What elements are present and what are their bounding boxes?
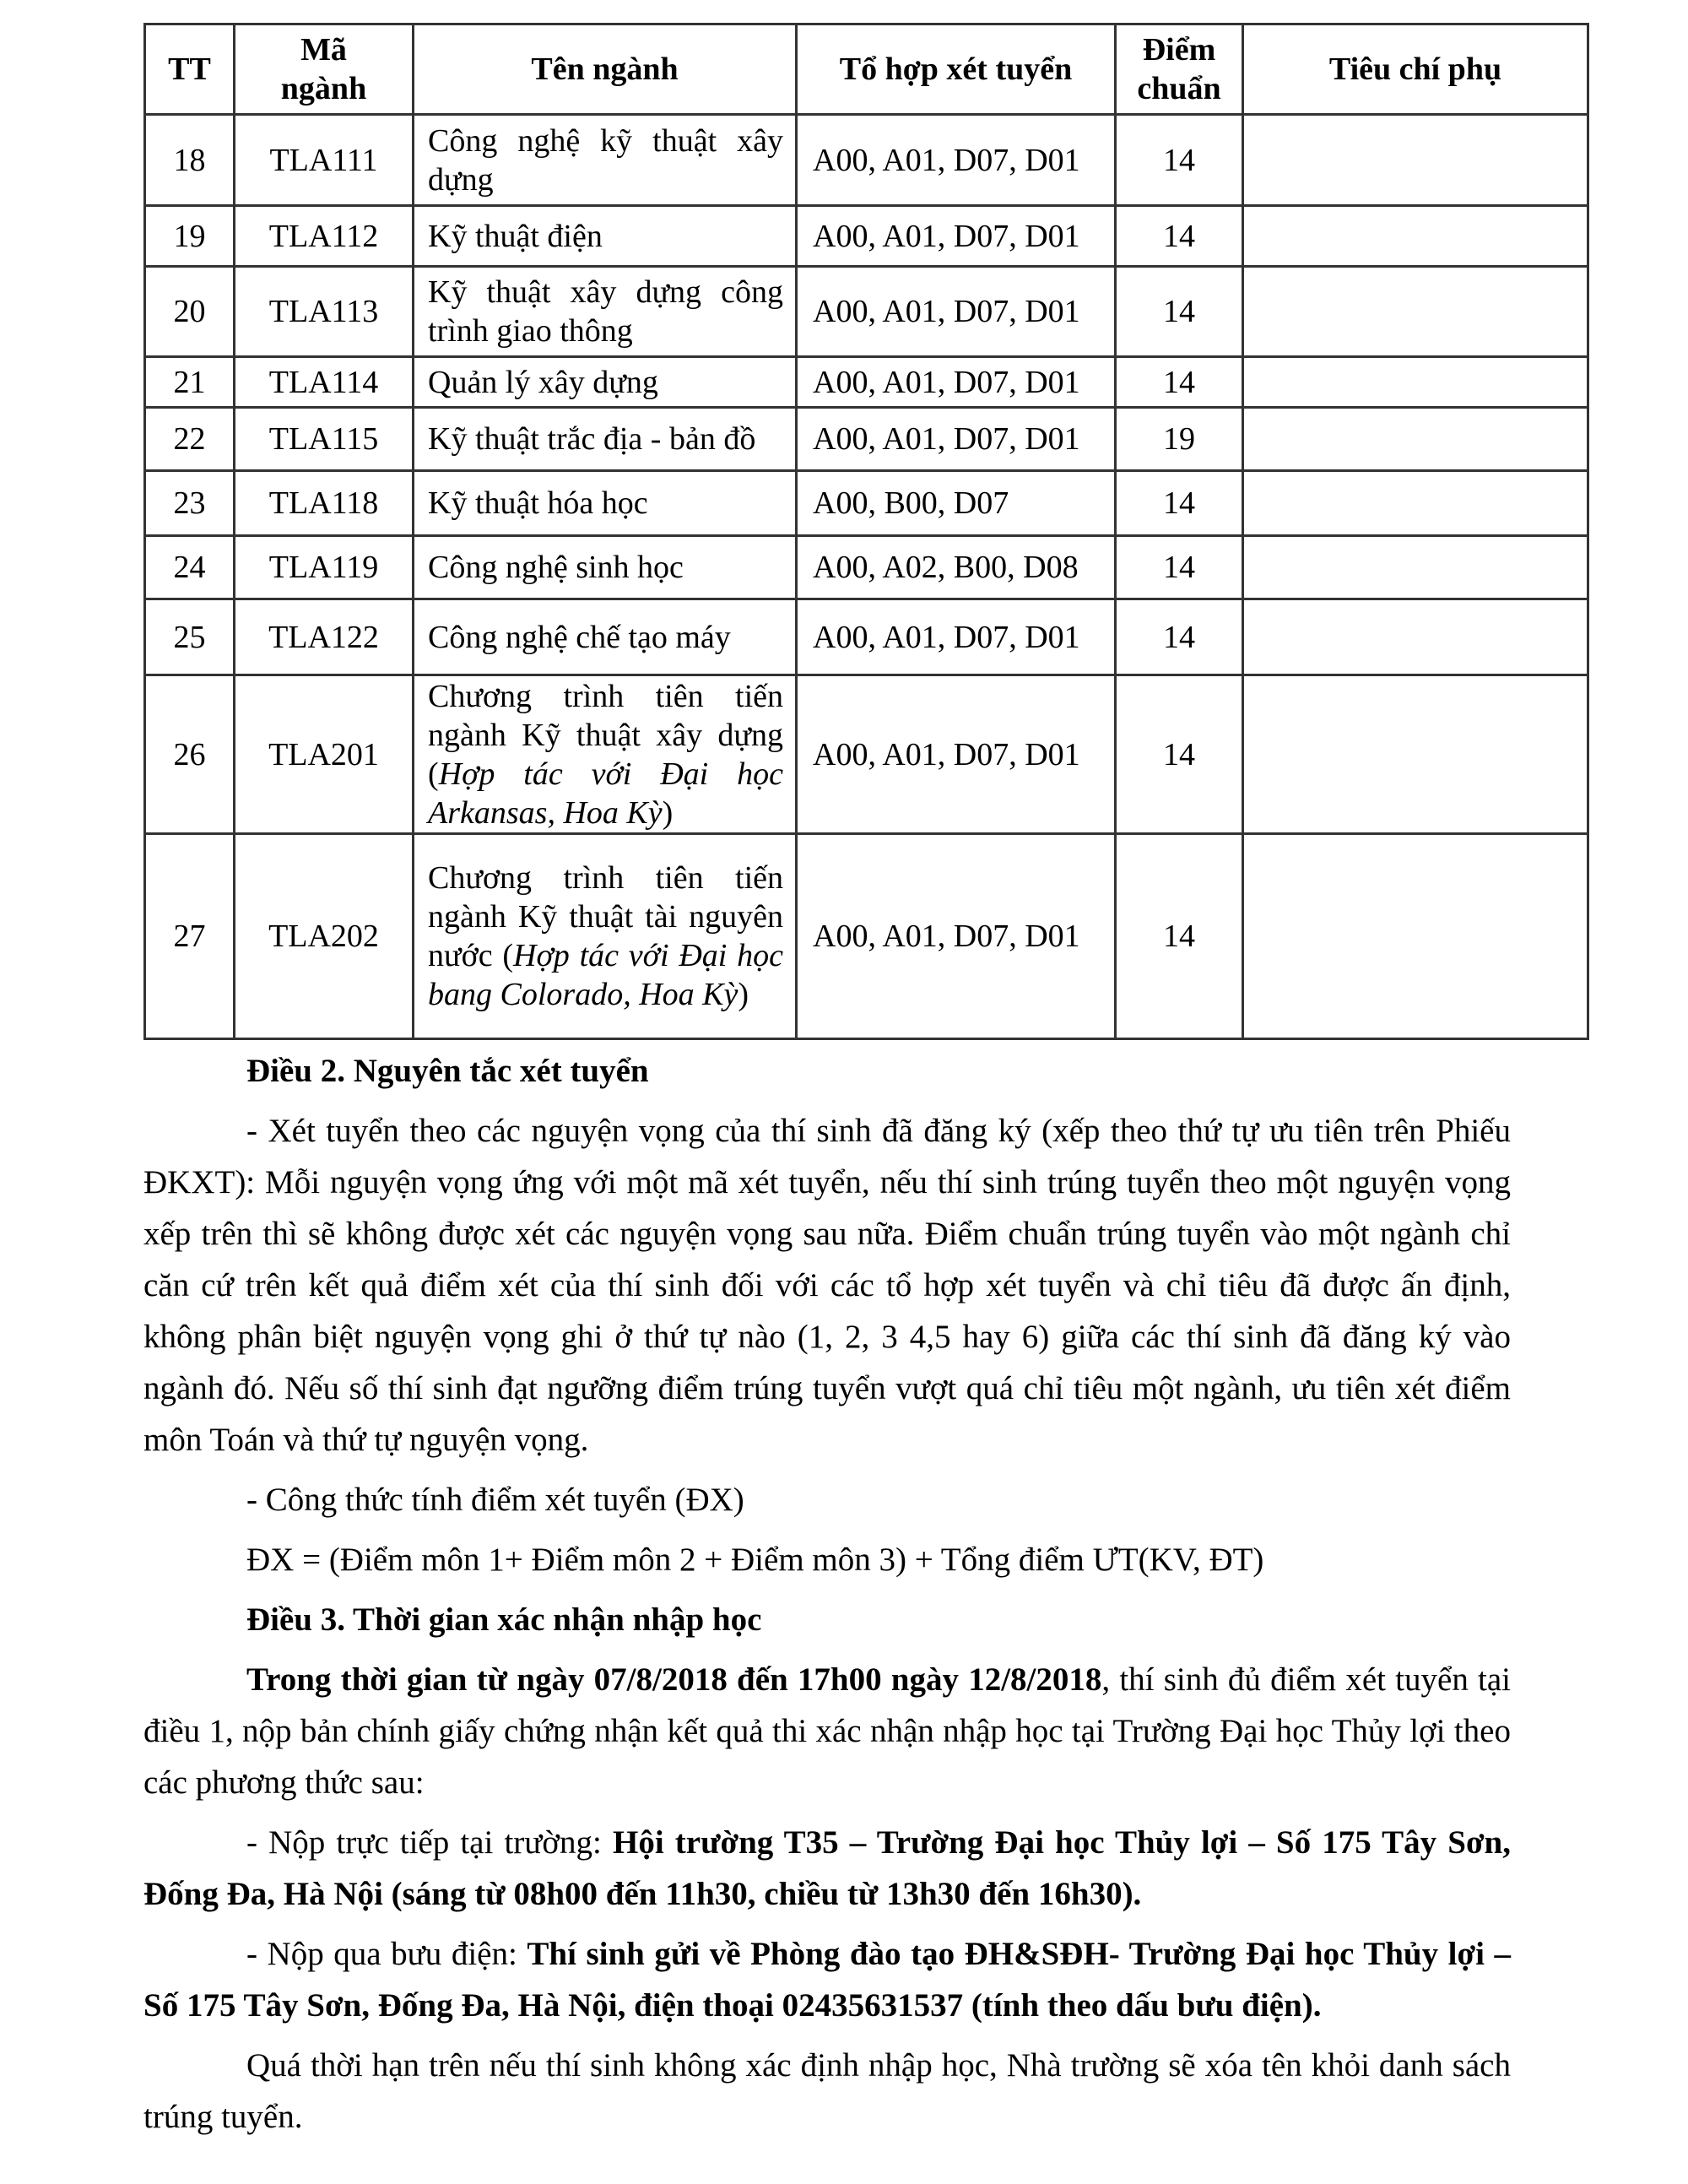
cell-ma-nganh: TLA122 bbox=[235, 599, 414, 675]
article3-para2-bold: Hội trường T35 – Trường Đại học Thủy lợi – Số 175 Tây Sơn, Đống Đa, Hà Nội (sáng từ 08h00 đến 11h30, chiều từ 13h30 đến 16h30). bbox=[143, 1824, 1511, 1912]
cell-to-hop: A00, A02, B00, D08 bbox=[797, 536, 1116, 599]
cell-ma-nganh: TLA111 bbox=[235, 115, 414, 206]
header-ma-nganh-line2: ngành bbox=[280, 71, 367, 106]
cell-tt: 27 bbox=[145, 834, 235, 1039]
article3-para2-lead: - Nộp trực tiếp tại trường: bbox=[246, 1824, 613, 1861]
header-diem-line1: Điểm bbox=[1142, 32, 1216, 68]
ten-nganh-tail: ) bbox=[662, 794, 674, 831]
cell-tieu-chi-phu bbox=[1243, 115, 1588, 206]
ten-nganh-tail: ) bbox=[738, 977, 749, 1012]
table-row bbox=[145, 267, 1588, 357]
ten-nganh-text: Chương trình tiên tiến ngành Kỹ thuật tài nguyên nước ( bbox=[428, 860, 783, 973]
cell-tieu-chi-phu bbox=[1243, 357, 1588, 408]
cell-tt: 22 bbox=[145, 408, 235, 471]
cell-tt: 25 bbox=[145, 599, 235, 675]
cell-to-hop: A00, A01, D07, D01 bbox=[797, 206, 1116, 267]
cell-diem-chuan: 14 bbox=[1116, 536, 1243, 599]
document-body bbox=[143, 1045, 1511, 2143]
cell-tt: 23 bbox=[145, 471, 235, 536]
cell-to-hop: A00, A01, D07, D01 bbox=[797, 357, 1116, 408]
header-ten-nganh: Tên ngành bbox=[414, 24, 797, 115]
cell-to-hop: A00, A01, D07, D01 bbox=[797, 267, 1116, 357]
header-ma-nganh bbox=[235, 24, 414, 115]
cell-tt: 18 bbox=[145, 115, 235, 206]
table-header-row bbox=[145, 24, 1588, 115]
table-row bbox=[145, 357, 1588, 408]
cell-ma-nganh: TLA113 bbox=[235, 267, 414, 357]
ten-nganh-text: Công nghệ sinh học bbox=[428, 550, 684, 585]
article2-heading bbox=[143, 1045, 1511, 1097]
cell-ma-nganh: TLA114 bbox=[235, 357, 414, 408]
cell-diem-chuan: 14 bbox=[1116, 115, 1243, 206]
table-row bbox=[145, 206, 1588, 267]
ten-nganh-italic: Hợp tác với Đại học Arkansas, Hoa Kỳ bbox=[428, 756, 783, 831]
article2-formula: ĐX = (Điểm môn 1+ Điểm môn 2 + Điểm môn 3) + Tổng điểm ƯT(KV, ĐT) bbox=[246, 1542, 1264, 1578]
article2-para2: - Công thức tính điểm xét tuyển (ĐX) bbox=[246, 1482, 744, 1518]
ten-nganh-text: Công nghệ kỹ thuật xây dựng bbox=[428, 122, 783, 198]
ten-nganh-italic: Hợp tác với Đại học bang Colorado, Hoa Kỳ bbox=[428, 938, 783, 1012]
ten-nganh-text: Kỹ thuật trắc địa - bản đồ bbox=[428, 421, 756, 457]
ten-nganh-text: Quản lý xây dựng bbox=[428, 364, 658, 400]
cell-ten-nganh bbox=[414, 675, 797, 834]
cell-to-hop: A00, B00, D07 bbox=[797, 471, 1116, 536]
cell-tieu-chi-phu bbox=[1243, 599, 1588, 675]
ten-nganh-text: Công nghệ chế tạo máy bbox=[428, 619, 731, 655]
ten-nganh-text: Kỹ thuật điện bbox=[428, 218, 603, 254]
table-row bbox=[145, 834, 1588, 1039]
cell-tt: 19 bbox=[145, 206, 235, 267]
cell-ma-nganh: TLA201 bbox=[235, 675, 414, 834]
cell-tt: 26 bbox=[145, 675, 235, 834]
article3-para1-bold: Trong thời gian từ ngày 07/8/2018 đến 17h00 ngày 12/8/2018 bbox=[246, 1661, 1102, 1698]
article3-heading bbox=[143, 1594, 1511, 1645]
cell-diem-chuan: 14 bbox=[1116, 675, 1243, 834]
cell-to-hop: A00, A01, D07, D01 bbox=[797, 115, 1116, 206]
table-row bbox=[145, 408, 1588, 471]
header-to-hop: Tổ hợp xét tuyển bbox=[797, 24, 1116, 115]
cell-diem-chuan: 14 bbox=[1116, 599, 1243, 675]
cell-ten-nganh bbox=[414, 408, 797, 471]
cell-ten-nganh bbox=[414, 357, 797, 408]
cell-tt: 20 bbox=[145, 267, 235, 357]
article3-para1 bbox=[143, 1654, 1511, 1808]
article3-para3-bold: Thí sinh gửi về Phòng đào tạo ĐH&SĐH- Trường Đại học Thủy lợi – Số 175 Tây Sơn, Đống Đa, Hà Nội, điện thoại 02435631537 (tính theo dấu bưu điện). bbox=[143, 1936, 1511, 2024]
cell-tieu-chi-phu bbox=[1243, 834, 1588, 1039]
cell-ma-nganh: TLA119 bbox=[235, 536, 414, 599]
cell-to-hop: A00, A01, D07, D01 bbox=[797, 408, 1116, 471]
table-row bbox=[145, 471, 1588, 536]
ten-nganh-text: Kỹ thuật hóa học bbox=[428, 485, 648, 521]
cell-tt: 21 bbox=[145, 357, 235, 408]
article2-para1: - Xét tuyển theo các nguyện vọng của thí sinh đã đăng ký (xếp theo thứ tự ưu tiên trên Phiếu ĐKXT): Mỗi nguyện vọng ứng với một mã xét tuyển, nếu thí sinh trúng tuyển theo một nguyện vọng xếp trên thì sẽ không được xét các nguyện vọng sau nữa. Điểm chuẩn trúng tuyển vào một ngành chỉ căn cứ trên kết quả điểm xét của thí sinh đối với các tổ hợp xét tuyển và chỉ tiêu đã được ấn định, không phân biệt nguyện vọng ghi ở thứ tự nào (1, 2, 3 4,5 hay 6) giữa các thí sinh đã đăng ký vào ngành đó. Nếu số thí sinh đạt ngưỡng điểm trúng tuyển vượt quá chỉ tiêu một ngành, ưu tiên xét điểm môn Toán và thứ tự nguyện vọng. bbox=[143, 1113, 1511, 1458]
ten-nganh-text: Chương trình tiên tiến ngành Kỹ thuật xây dựng ( bbox=[428, 678, 783, 792]
cell-to-hop: A00, A01, D07, D01 bbox=[797, 675, 1116, 834]
table-row bbox=[145, 675, 1588, 834]
header-tieu-chi-phu: Tiêu chí phụ bbox=[1243, 24, 1588, 115]
cell-ten-nganh bbox=[414, 834, 797, 1039]
cell-diem-chuan: 14 bbox=[1116, 206, 1243, 267]
article3-para3-lead: - Nộp qua bưu điện: bbox=[246, 1936, 528, 1972]
cell-diem-chuan: 14 bbox=[1116, 357, 1243, 408]
cell-ma-nganh: TLA112 bbox=[235, 206, 414, 267]
cell-ma-nganh: TLA118 bbox=[235, 471, 414, 536]
article3-heading-text: Điều 3. Thời gian xác nhận nhập học bbox=[246, 1601, 762, 1638]
article3-para4: Quá thời hạn trên nếu thí sinh không xác định nhập học, Nhà trường sẽ xóa tên khỏi danh sách trúng tuyển. bbox=[143, 2047, 1511, 2135]
cell-tieu-chi-phu bbox=[1243, 267, 1588, 357]
cell-tieu-chi-phu bbox=[1243, 536, 1588, 599]
cell-diem-chuan: 14 bbox=[1116, 471, 1243, 536]
header-diem-line2: chuẩn bbox=[1137, 71, 1221, 106]
table-row bbox=[145, 115, 1588, 206]
cell-to-hop: A00, A01, D07, D01 bbox=[797, 834, 1116, 1039]
cell-ten-nganh bbox=[414, 471, 797, 536]
cell-ten-nganh bbox=[414, 115, 797, 206]
cell-ma-nganh: TLA115 bbox=[235, 408, 414, 471]
cell-tieu-chi-phu bbox=[1243, 408, 1588, 471]
table-row bbox=[145, 599, 1588, 675]
header-diem-chuan bbox=[1116, 24, 1243, 115]
header-tt: TT bbox=[145, 24, 235, 115]
article2-heading-text: Điều 2. Nguyên tắc xét tuyển bbox=[246, 1053, 649, 1089]
cell-tieu-chi-phu bbox=[1243, 675, 1588, 834]
cell-ma-nganh: TLA202 bbox=[235, 834, 414, 1039]
admission-score-table bbox=[143, 23, 1589, 1040]
cell-diem-chuan: 14 bbox=[1116, 267, 1243, 357]
article3-para3 bbox=[143, 1928, 1511, 2031]
table-row bbox=[145, 536, 1588, 599]
cell-ten-nganh bbox=[414, 599, 797, 675]
article3-para1-rest: , thí sinh đủ điểm xét tuyển tại điều 1, nộp bản chính giấy chứng nhận kết quả thi xác nhận nhập học tại Trường Đại học Thủy lợi theo các phương thức sau: bbox=[143, 1661, 1512, 1801]
cell-diem-chuan: 19 bbox=[1116, 408, 1243, 471]
cell-ten-nganh bbox=[414, 536, 797, 599]
cell-ten-nganh bbox=[414, 267, 797, 357]
cell-tt: 24 bbox=[145, 536, 235, 599]
ten-nganh-text: Kỹ thuật xây dựng công trình giao thông bbox=[428, 274, 783, 349]
cell-tieu-chi-phu bbox=[1243, 471, 1588, 536]
cell-ten-nganh bbox=[414, 206, 797, 267]
cell-diem-chuan: 14 bbox=[1116, 834, 1243, 1039]
cell-to-hop: A00, A01, D07, D01 bbox=[797, 599, 1116, 675]
article3-para2 bbox=[143, 1817, 1511, 1920]
cell-tieu-chi-phu bbox=[1243, 206, 1588, 267]
header-ma-nganh-line1: Mã bbox=[300, 32, 347, 68]
